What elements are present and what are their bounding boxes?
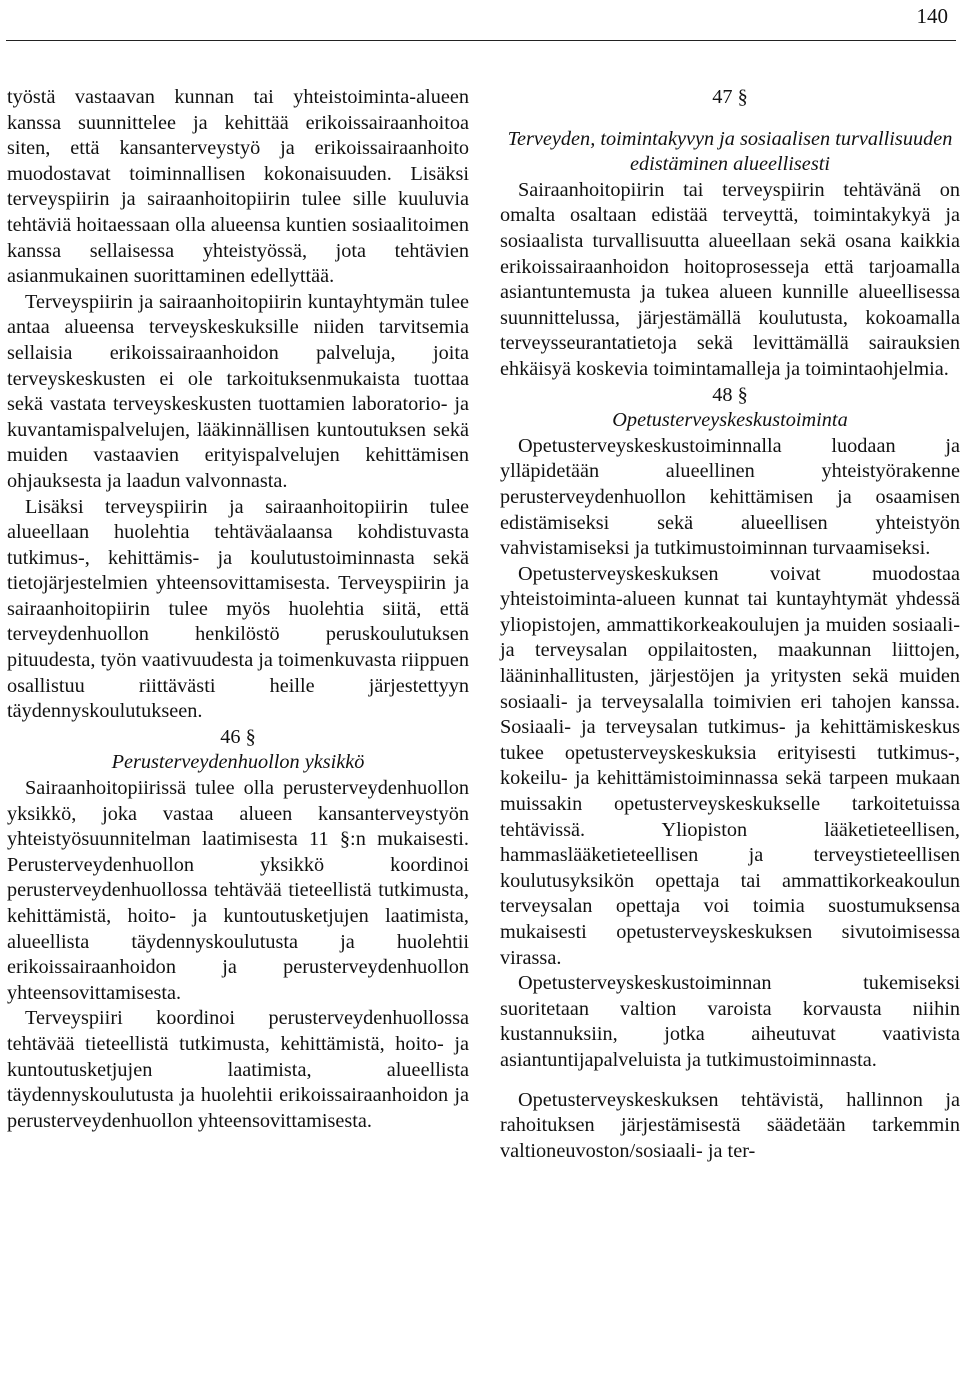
paragraph: Opetusterveyskeskuksen tehtävistä, hallinnon ja rahoituksen järjestämisestä säädetään tarkemmin valtioneuvoston/sosiaali- ja ter- bbox=[500, 1088, 960, 1162]
section-title-47: Terveyden, toimintakyvyn ja sosiaalisen turvallisuuden edistäminen alueellisesti bbox=[507, 127, 953, 176]
left-column bbox=[7, 85, 469, 1134]
section-number-48: 48 § bbox=[712, 383, 748, 406]
section-number-47: 47 § bbox=[712, 86, 748, 108]
paragraph: Terveyspiiri koordinoi perusterveydenhuollossa tehtävää tieteellistä tutkimusta, kehittämistä, hoito- ja kuntoutusketjujen laatimista, alueellista täydennyskoulutusta ja huolehtii erikoissairaanhoidon ja perusterveydenhuollon yhteensovittamisesta. bbox=[7, 1007, 469, 1132]
paragraph: Lisäksi terveyspiirin ja sairaanhoitopiirin tulee alueellaan huolehtia tehtäväalaansa kohdistuvasta tutkimus-, kehittämis- ja koulutustoiminnasta sekä tietojärjestelmien yhteensovittamisesta. Terveyspiirin ja sairaanhoitopiirin tulee myös huolehtia siitä, että terveydenhuollon henkilöstö peruskoulutuksen pituudesta, työn vaativuudesta ja toimenkuvasta riippuen osallistuu riittävästi heille järjestettyyn täydennyskoulutukseen. bbox=[7, 495, 469, 723]
header-rule bbox=[6, 40, 956, 41]
paragraph: työstä vastaavan kunnan tai yhteistoiminta-alueen kanssa suunnittelee ja kehittää erikoissairaanhoitoa siten, että kansanterveystyö ja erikoissairaanhoito muodostavat toiminnallisen kokonaisuuden. Lisäksi terveyspiirin ja sairaanhoitopiirin tulee sille kuuluvia tehtäviä hoitaessaan olla alueensa kuntien sosiaalitoimen kanssa sellaisessa yhteistyössä, jota tehtävien asianmukainen suorittaminen edellyttää. bbox=[7, 86, 469, 288]
section-number-46: 46 § bbox=[220, 725, 256, 748]
paragraph: Opetusterveyskeskuksen voivat muodostaa yhteistoiminta-alueen kunnat tai kuntayhtymät yhdessä yliopistojen, ammattikorkeakoulujen ja muiden sosiaali- ja terveysalan oppilaitosten, maakunnan liittojen, lääninhallitusten, järjestöjen ja yritysten sekä muiden sosiaali- ja terveysalalla toimivien eri tahojen kanssa. Sosiaali- ja terveysalan tutkimus- ja kehittämiskeskus tukee opetusterveyskeskuksia erityisesti tutkimus-, kokeilu- ja kehittämistoiminnassa sekä tarpeen mukaan muissakin opetusterveyskeskukselle tarkoitetuissa tehtävissä. Yliopiston lääketieteellisen, hammaslääketieteellisen ja terveystieteellisen koulutusyksikön opettaja tai ammattikorkeakoulun terveysalan opettaja voi toimia suostumuksensa mukaisesti opetusterveyskeskuksen sivutoimisessa virassa. bbox=[500, 562, 960, 969]
paragraph: Opetusterveyskeskustoiminnalla luodaan ja ylläpidetään alueellinen yhteistyörakenne perusterveydenhuollon kehittämisen ja osaamisen edistämiseksi sekä alueellisen yhteistyön vahvistamiseksi ja tutkimustoiminnan turvaamiseksi. bbox=[500, 434, 960, 560]
page-number: 140 bbox=[916, 4, 948, 28]
section-title-46: Perusterveydenhuollon yksikkö bbox=[111, 751, 365, 774]
paragraph: Opetusterveyskeskustoiminnan tukemiseksi suoritetaan valtion varoista korvausta niihin kustannuksiin, jotka aiheutuvat vaativista asiantuntijapalveluista ja tutkimustoiminnasta. bbox=[500, 972, 960, 1071]
paragraph: Terveyspiirin ja sairaanhoitopiirin kuntayhtymän tulee antaa alueensa terveyskeskuksille niiden tarvitsemia sellaisia erikoissairaanhoidon palveluja, joita terveyskeskusten ei ole tarkoituksenmukaista tuottaa sekä vastata terveyskeskusten tuottamien laboratorio- ja kuvantamispalvelujen, lääkinnällisen kuntoutuksen sekä muiden vastaavien erityispalvelujen kehittämisen ohjauksesta ja laadun valvonnasta. bbox=[7, 290, 469, 492]
section-title-48: Opetusterveyskeskustoiminta bbox=[612, 409, 848, 432]
right-column bbox=[500, 85, 960, 1164]
paragraph: Sairaanhoitopiirin tai terveyspiirin tehtävänä on omalta osaltaan edistää terveyttä, toimintakykyä ja sosiaalista turvallisuutta alueellaan sekä osana kaikkia erikoissairaanhoidon hoitoprosesseja että tarjoamalla asiantuntemusta ja tukea alueen kunnille alueellisessa suunnittelussa, järjestämällä koulutusta, kokoamalla terveysseurantatietoja sekä levittämällä sairauksien ehkäisyä koskevia toimintamalleja ja toimintaohjelmia. bbox=[500, 178, 960, 380]
paragraph: Sairaanhoitopiirissä tulee olla perusterveydenhuollon yksikkö, joka vastaa alueen kansanterveystyön yhteistyösuunnitelman laatimisesta 11 §:n mukaisesti. Perusterveydenhuollon yksikkö koordinoi perusterveydenhuollossa tehtävää tieteellistä tutkimusta, kehittämistä, hoito- ja kuntoutusketjujen laatimista, alueellista täydennyskoulutusta ja huolehtii erikoissairaanhoidon ja perusterveydenhuollon yhteensovittamisesta. bbox=[7, 777, 469, 1004]
